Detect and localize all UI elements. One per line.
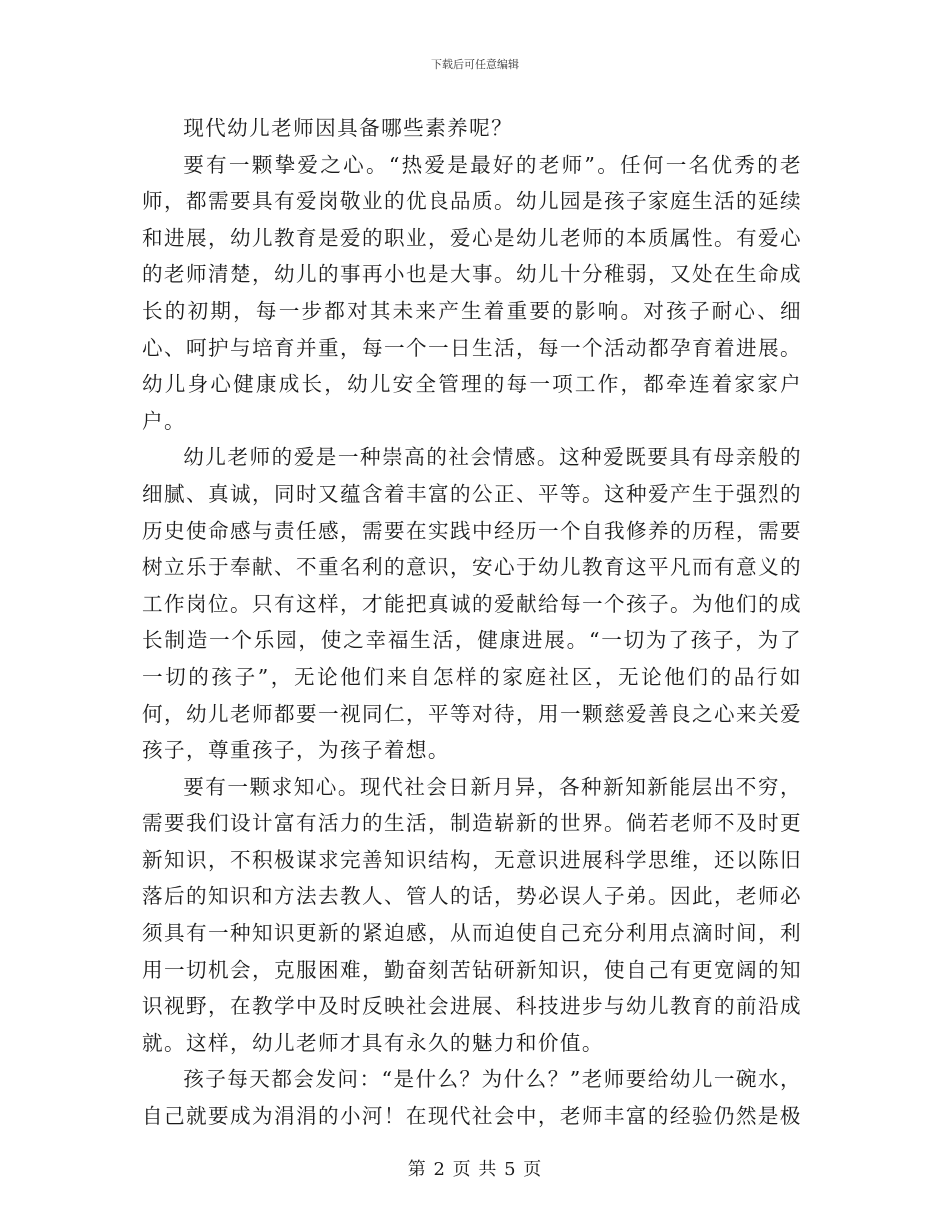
- paragraph-question: 现代幼儿老师因具备哪些素养呢？: [183, 116, 514, 140]
- header-note: 下载后可任意编辑: [431, 58, 519, 71]
- page-number: 第 2 页 共 5 页: [407, 1159, 543, 1180]
- paragraph-seeking-knowledge: 要有一颗求知心。现代社会日新月异，各种新知新能层出不穷，需要我们设计富有活力的生活，制造崭新的世界。倘若老师不及时更新知识，不积极谋求完善知识结构，无意识进展科学思维，还以陈旧落后的知识和方法去教人、管人的话，势必误人子弟。因此，老师必须具有一种知识更新的紧迫感，从而迫使自己充分利用点滴时间，利用一切机会，克服困难，勤奋刻苦钻研新知识，使自己有更宽阔的知识视野，在教学中及时反映社会进展、科技进步与幼儿教育的前沿成就。这样，幼儿老师才具有永久的魅力和价值。: [142, 774, 802, 1055]
- body-text: [142, 110, 802, 1135]
- paragraph-social-emotion: 幼儿老师的爱是一种崇高的社会情感。这种爱既要具有母亲般的细腻、真诚，同时又蕴含着丰富的公正、平等。这种爱产生于强烈的历史使命感与责任感，需要在实践中经历一个自我修养的历程，需要树立乐于奉献、不重名利的意识，安心于幼儿教育这平凡而有意义的工作岗位。只有这样，才能把真诚的爱献给每一个孩子。为他们的成长制造一个乐园，使之幸福生活，健康进展。“一切为了孩子，为了一切的孩子”，无论他们来自怎样的家庭社区，无论他们的品行如何，幼儿老师都要一视同仁，平等对待，用一颗慈爱善良之心来关爱孩子，尊重孩子，为孩子着想。: [142, 445, 802, 763]
- paragraph-children-ask: 孩子每天都会发问：“是什么？为什么？”老师要给幼儿一碗水，自己就要成为涓涓的小河！在现代社会中，老师丰富的经验仍然是极: [142, 1067, 802, 1129]
- paragraph-loving-heart: 要有一颗挚爱之心。“热爱是最好的老师”。任何一名优秀的老师，都需要具有爱岗敬业的优良品质。幼儿园是孩子家庭生活的延续和进展，幼儿教育是爱的职业，爱心是幼儿老师的本质属性。有爱心的老师清楚，幼儿的事再小也是大事。幼儿十分稚弱，又处在生命成长的初期，每一步都对其未来产生着重要的影响。对孩子耐心、细心、呵护与培育并重，每一个一日生活，每一个活动都孕育着进展。幼儿身心健康成长，幼儿安全管理的每一项工作，都牵连着家家户户。: [142, 152, 802, 433]
